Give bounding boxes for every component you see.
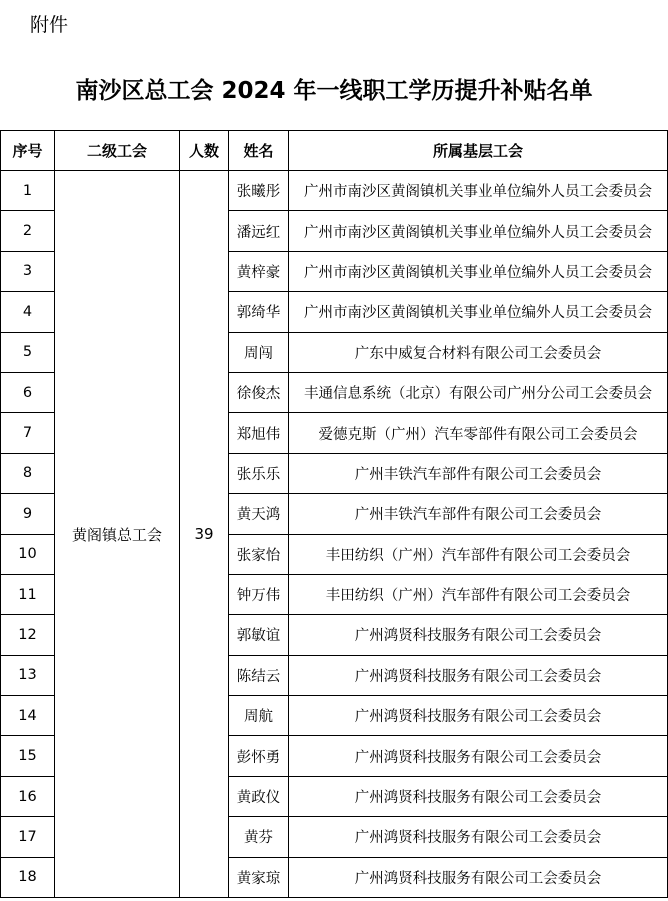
row-name: 周闯 [229,332,289,372]
row-index: 11 [1,574,55,614]
row-name: 张曦彤 [229,171,289,211]
header-name: 姓名 [229,131,289,171]
document-title: 南沙区总工会 2024 年一线职工学历提升补贴名单 [75,78,593,104]
row-base-union: 广州鸿贤科技服务有限公司工会委员会 [289,857,668,897]
row-name: 黄家琼 [229,857,289,897]
table-row [1,171,668,211]
row-index: 1 [1,171,55,211]
row-base-union: 广州市南沙区黄阁镇机关事业单位编外人员工会委员会 [289,211,668,251]
row-index: 17 [1,817,55,857]
row-name: 钟万伟 [229,574,289,614]
row-base-union: 广东中威复合材料有限公司工会委员会 [289,332,668,372]
table-header-row [1,131,668,171]
row-base-union: 广州丰铁汽车部件有限公司工会委员会 [289,453,668,493]
row-base-union: 广州市南沙区黄阁镇机关事业单位编外人员工会委员会 [289,251,668,291]
header-second-level-union: 二级工会 [55,131,180,171]
row-base-union: 广州市南沙区黄阁镇机关事业单位编外人员工会委员会 [289,171,668,211]
row-base-union: 丰田纺织（广州）汽车部件有限公司工会委员会 [289,574,668,614]
row-index: 14 [1,696,55,736]
row-base-union: 广州鸿贤科技服务有限公司工会委员会 [289,817,668,857]
row-base-union: 广州鸿贤科技服务有限公司工会委员会 [289,696,668,736]
subsidy-list-table [0,130,668,898]
row-index: 12 [1,615,55,655]
row-base-union: 广州鸿贤科技服务有限公司工会委员会 [289,776,668,816]
row-name: 彭怀勇 [229,736,289,776]
row-index: 7 [1,413,55,453]
row-base-union: 广州丰铁汽车部件有限公司工会委员会 [289,494,668,534]
row-name: 陈结云 [229,655,289,695]
row-name: 郭绮华 [229,292,289,332]
row-name: 黄芬 [229,817,289,857]
table-body [1,171,668,898]
row-base-union: 爱德克斯（广州）汽车零部件有限公司工会委员会 [289,413,668,453]
row-base-union: 广州鸿贤科技服务有限公司工会委员会 [289,615,668,655]
row-index: 13 [1,655,55,695]
row-index: 5 [1,332,55,372]
row-index: 18 [1,857,55,897]
header-base-union: 所属基层工会 [289,131,668,171]
row-index: 3 [1,251,55,291]
row-index: 2 [1,211,55,251]
row-index: 8 [1,453,55,493]
row-name: 潘远红 [229,211,289,251]
row-name: 黄天鸿 [229,494,289,534]
row-base-union: 广州鸿贤科技服务有限公司工会委员会 [289,655,668,695]
count-cell: 39 [180,171,229,898]
row-base-union: 广州市南沙区黄阁镇机关事业单位编外人员工会委员会 [289,292,668,332]
row-base-union: 广州鸿贤科技服务有限公司工会委员会 [289,736,668,776]
row-name: 张家怡 [229,534,289,574]
row-name: 周航 [229,696,289,736]
row-index: 15 [1,736,55,776]
row-name: 徐俊杰 [229,372,289,412]
row-index: 10 [1,534,55,574]
header-index: 序号 [1,131,55,171]
row-name: 郭敏谊 [229,615,289,655]
row-base-union: 丰通信息系统（北京）有限公司广州分公司工会委员会 [289,372,668,412]
row-index: 9 [1,494,55,534]
row-name: 黄梓豪 [229,251,289,291]
header-count: 人数 [180,131,229,171]
attachment-label: 附件 [30,14,69,36]
row-base-union: 丰田纺织（广州）汽车部件有限公司工会委员会 [289,534,668,574]
row-index: 4 [1,292,55,332]
row-index: 6 [1,372,55,412]
row-name: 黄政仪 [229,776,289,816]
second-level-union-cell: 黄阁镇总工会 [55,171,180,898]
row-name: 郑旭伟 [229,413,289,453]
row-name: 张乐乐 [229,453,289,493]
row-index: 16 [1,776,55,816]
